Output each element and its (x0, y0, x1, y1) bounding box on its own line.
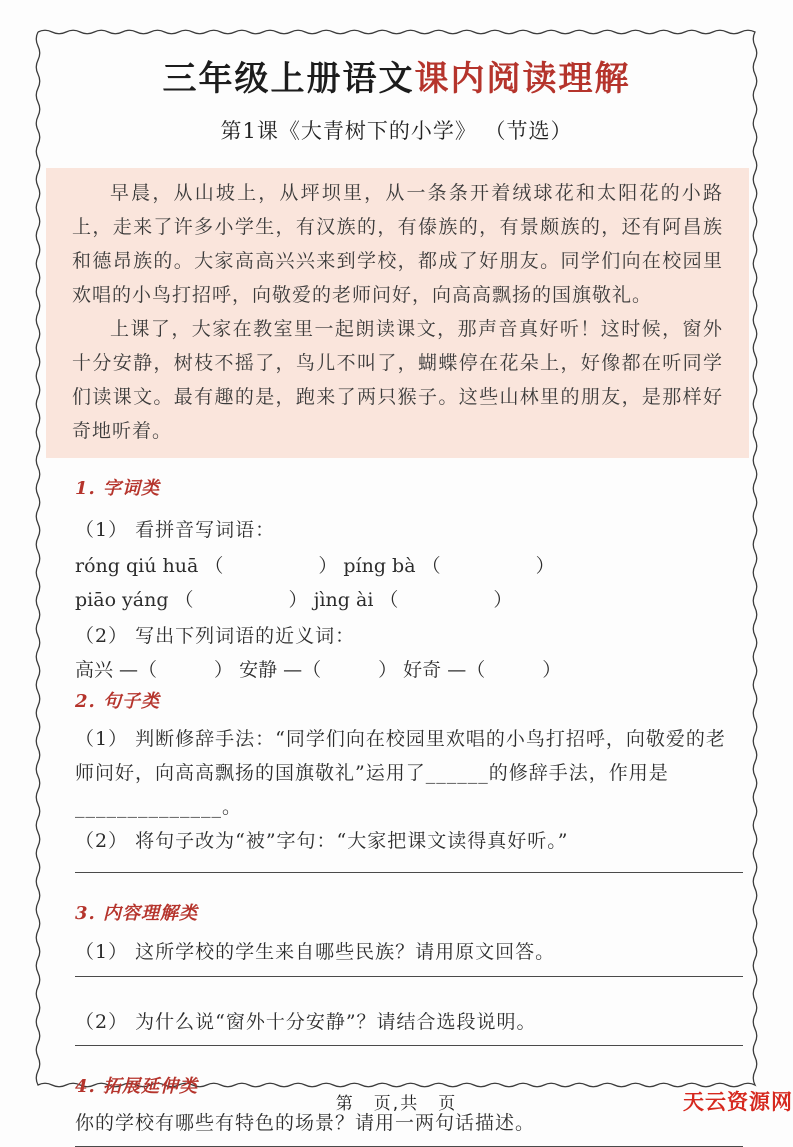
question-2-1: （1） 判断修辞手法：“同学们向在校园里欢唱的小鸟打招呼，向敬爱的老师问好，向高高飘扬的国旗敬礼”运用了______的修辞手法，作用是______________。 (75, 728, 726, 818)
section-heading-words: 1. 字词类 (75, 478, 161, 499)
question-3-2: （2） 为什么说“窗外十分安静”？请结合选段说明。 (75, 1011, 537, 1033)
section-heading-sentences: 2. 句子类 (75, 691, 161, 712)
reading-passage (46, 168, 749, 458)
title-topic-part: 课内阅读理解 (414, 59, 631, 99)
question-1-1: （1） 看拼音写词语： (75, 519, 276, 541)
answer-line (75, 976, 743, 977)
pinyin-row-1: róng qiú huā （ ） píng bà （ ） (75, 555, 555, 577)
title-course-part: 三年级上册语文 (162, 59, 415, 99)
worksheet-content (38, 32, 755, 1147)
question-1-2: （2） 写出下列词语的近义词： (75, 625, 356, 647)
lesson-subtitle: 第1课《大青树下的小学》 （节选） (220, 119, 573, 143)
pinyin-row-2: piāo yáng （ ） jìng ài （ ） (75, 589, 513, 611)
section-heading-comprehension: 3. 内容理解类 (75, 903, 199, 924)
section-heading-extension: 4. 拓展延伸类 (75, 1076, 199, 1097)
synonym-row: 高兴 —（ ） 安静 —（ ） 好奇 —（ ） (75, 659, 562, 681)
passage-paragraph-1: 早晨，从山坡上，从坪坝里，从一条条开着绒球花和太阳花的小路上，走来了许多小学生，有汉族的，有傣族的，有景颇族的，还有阿昌族和德昂族的。大家高高兴兴来到学校，都成了好朋友。同学们向在校园里欢唱的小鸟打招呼，向敬爱的老师问好，向高高飘扬的国旗敬礼。 (72, 182, 723, 306)
answer-line (75, 872, 743, 873)
page-number-label: 第 页,共 页 (335, 1094, 458, 1114)
watermark-label: 天云资源网 (683, 1090, 793, 1114)
page-title (38, 58, 755, 100)
question-4-1: 你的学校有哪些有特色的场景？请用一两句话描述。 (75, 1112, 536, 1134)
question-2-2: （2） 将句子改为“被”字句：“大家把课文读得真好听。” (75, 830, 569, 852)
answer-line (75, 1045, 743, 1046)
question-3-1: （1） 这所学校的学生来自哪些民族？请用原文回答。 (75, 941, 556, 963)
passage-paragraph-2: 上课了，大家在教室里一起朗读课文，那声音真好听！这时候，窗外十分安静，树枝不摇了，鸟儿不叫了，蝴蝶停在花朵上，好像都在听同学们读课文。最有趣的是，跑来了两只猴子。这些山林里的朋友，是那样好奇地听着。 (72, 318, 723, 442)
